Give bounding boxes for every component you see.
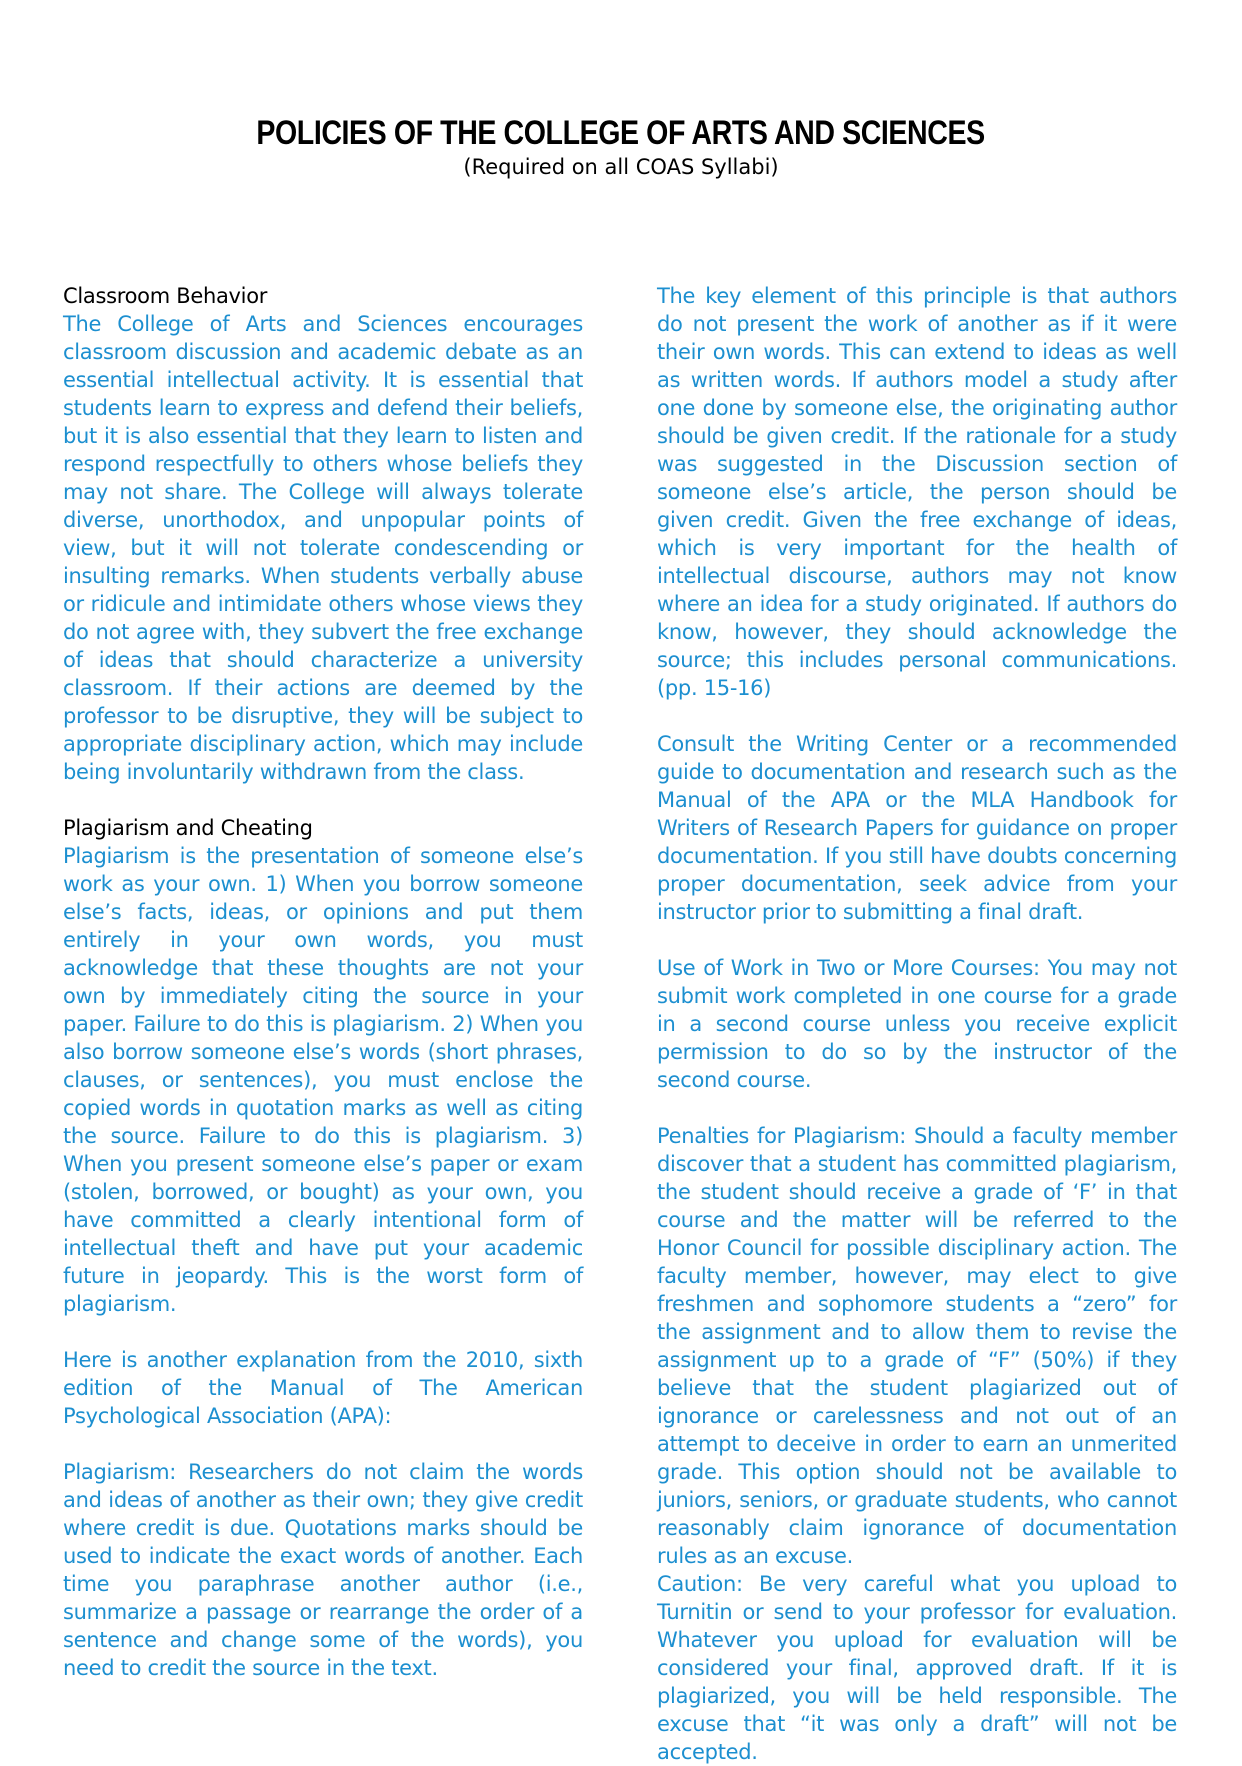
classroom-behavior-heading: Classroom Behavior [63, 284, 268, 308]
spacer [657, 1094, 1177, 1122]
writing-center-text: Consult the Writing Center or a recommended guide to documentation and research such as the Manual of the APA or the MLA Handbook for Writers of Research Papers for guidance on proper documentation. If you still have doubts concerning proper documentation, seek advice from your instructor prior to submitting a final draft. [657, 732, 1177, 924]
classroom-behavior-text: The College of Arts and Sciences encourages classroom discussion and academic debate as an essential intellectual activity. It is essential that students learn to express and defend their beliefs, but it is also essential that they learn to listen and respond respectfully to others whose beliefs they may not share. The College will always tolerate diverse, unorthodox, and unpopular points of view, but it will not tolerate condescending or insulting remarks. When students verbally abuse or ridicule and intimidate others whose views they do not agree with, they subvert the free exchange of ideas that should characterize a university classroom. If their actions are deemed by the professor to be disruptive, they will be subject to appropriate disciplinary action, which may include being involuntarily withdrawn from the class. [63, 312, 583, 784]
apa-quote-text: Plagiarism: Researchers do not claim the words and ideas of another as their own; they give credit where credit is due. Quotations marks should be used to indicate the exact words of another. Each time you paraphrase another author (i.e., summarize a passage or rearrange the order of a sentence and change some of the words), you need to credit the source in the text. [63, 1460, 583, 1680]
spacer [63, 786, 583, 814]
two-courses-text: Use of Work in Two or More Courses: You may not submit work completed in one course for a grade in a second course unless you receive explicit permission to do so by the instructor of the second course. [657, 956, 1177, 1092]
caution-text: Caution: Be very careful what you upload to Turnitin or send to your professor for evaluation. Whatever you upload for evaluation will be considered your final, approved draft. If it is plagiarized, you will be held responsible. The excuse that “it was only a draft” will not be accepted. [657, 1572, 1177, 1764]
left-column [63, 282, 583, 1682]
spacer [657, 702, 1177, 730]
page-subtitle: (Required on all COAS Syllabi) [463, 155, 779, 179]
spacer [63, 1318, 583, 1346]
plagiarism-heading: Plagiarism and Cheating [63, 816, 313, 840]
apa-quote-continued: The key element of this principle is that authors do not present the work of another as if it were their own words. This can extend to ideas as well as written words. If authors model a study after one done by someone else, the originating author should be given credit. If the rationale for a study was suggested in the Discussion section of someone else’s article, the person should be given credit. Given the free exchange of ideas, which is very important for the health of intellectual discourse, authors may not know where an idea for a study originated. If authors do know, however, they should acknowledge the source; this includes personal communications. (pp. 15-16) [657, 284, 1177, 700]
right-column [657, 282, 1177, 1766]
title-block [0, 112, 1242, 180]
spacer [63, 1430, 583, 1458]
apa-intro-text: Here is another explanation from the 2010, sixth edition of the Manual of The American Psychological Association (APA): [63, 1348, 583, 1428]
plagiarism-text: Plagiarism is the presentation of someone else’s work as your own. 1) When you borrow someone else’s facts, ideas, or opinions and put them entirely in your own words, you must acknowledge that these thoughts are not your own by immediately citing the source in your paper. Failure to do this is plagiarism. 2) When you also borrow someone else’s words (short phrases, clauses, or sentences), you must enclose the copied words in quotation marks as well as citing the source. Failure to do this is plagiarism. 3) When you present someone else’s paper or exam (stolen, borrowed, or bought) as your own, you have committed a clearly intentional form of intellectual theft and have put your academic future in jeopardy. This is the worst form of plagiarism. [63, 844, 583, 1316]
spacer [657, 926, 1177, 954]
penalties-text: Penalties for Plagiarism: Should a faculty member discover that a student has committed plagiarism, the student should receive a grade of ‘F’ in that course and the matter will be referred to the Honor Council for possible disciplinary action. The faculty member, however, may elect to give freshmen and sophomore students a “zero” for the assignment and to allow them to revise the assignment up to a grade of “F” (50%) if they believe that the student plagiarized out of ignorance or carelessness and not out of an attempt to deceive in order to earn an unmerited grade. This option should not be available to juniors, seniors, or graduate students, who cannot reasonably claim ignorance of documentation rules as an excuse. [657, 1124, 1177, 1568]
page-title: POLICIES OF THE COLLEGE OF ARTS AND SCIENCES [256, 114, 986, 152]
